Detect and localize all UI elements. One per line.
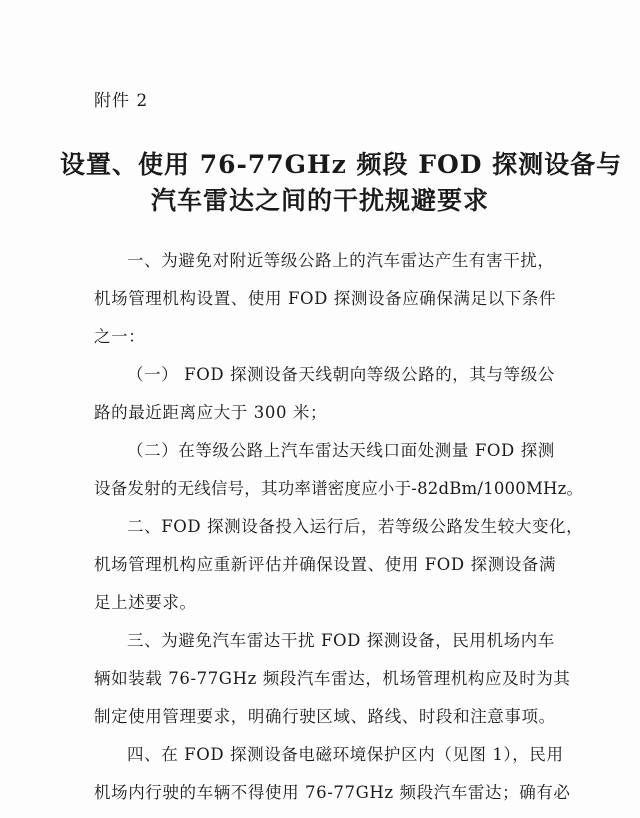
- paragraph-2-line-1: 二、FOD 探测设备投入运行后，若等级公路发生较大变化，: [127, 517, 584, 536]
- paragraph-3-line-3: 制定使用管理要求，明确行驶区域、路线、时段和注意事项。: [94, 707, 556, 726]
- item-1-line-1: （一） FOD 探测设备天线朝向等级公路的，其与等级公: [127, 365, 555, 384]
- paragraph-3-line-1: 三、为避免汽车雷达干扰 FOD 探测设备，民用机场内车: [127, 631, 555, 650]
- paragraph-3-line-2: 辆如装载 76-77GHz 频段汽车雷达，机场管理机构应及时为其: [94, 669, 571, 688]
- paragraph-2-line-3: 足上述要求。: [94, 593, 197, 612]
- attachment-label: 附件 2: [94, 91, 149, 111]
- document-title-line-2: 汽车雷达之间的干扰规避要求: [150, 186, 489, 215]
- item-2-line-2: 设备发射的无线信号，其功率谱密度应小于-82dBm/1000MHz。: [94, 479, 584, 498]
- item-1-line-2: 路的最近距离应大于 300 米；: [94, 403, 328, 422]
- paragraph-1-line-2: 机场管理机构设置、使用 FOD 探测设备应确保满足以下条件: [94, 289, 557, 308]
- paragraph-2-line-2: 机场管理机构应重新评估并确保设置、使用 FOD 探测设备满: [94, 555, 557, 574]
- paragraph-4-line-1: 四、在 FOD 探测设备电磁环境保护区内（见图 1），民用: [127, 745, 564, 764]
- paragraph-4-line-2: 机场内行驶的车辆不得使用 76-77GHz 频段汽车雷达；确有必: [94, 783, 571, 802]
- paragraph-1-line-1: 一、为避免对附近等级公路上的汽车雷达产生有害干扰，: [127, 251, 555, 270]
- document-title-line-1: 设置、使用 76-77GHz 频段 FOD 探测设备与: [60, 150, 623, 179]
- item-2-line-1: （二）在等级公路上汽车雷达天线口面处测量 FOD 探测: [127, 441, 555, 460]
- paragraph-1-line-3: 之一：: [94, 327, 146, 346]
